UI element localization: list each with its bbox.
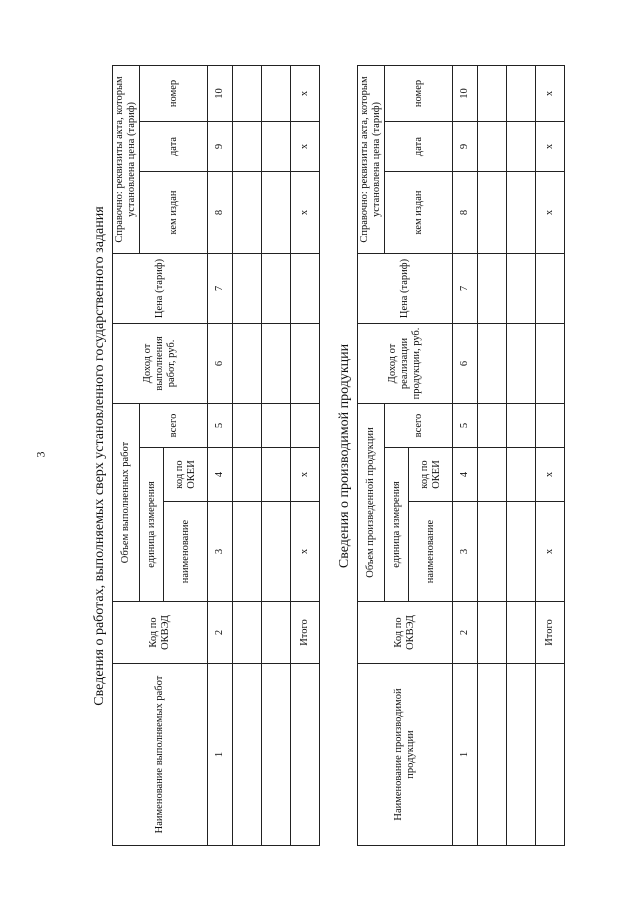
total-cell: x <box>291 448 320 502</box>
page-number: 3 <box>33 451 48 458</box>
t2-colnum: 5 <box>453 404 478 448</box>
table-cell <box>233 171 262 253</box>
t2-header-price: Цена (тариф) <box>358 254 453 324</box>
table-cell <box>507 602 536 664</box>
table-cell <box>507 502 536 602</box>
table-cell <box>262 664 291 846</box>
table-cell <box>478 122 507 172</box>
table-cell <box>262 323 291 403</box>
table-cell <box>262 403 291 447</box>
table-cell <box>233 65 262 121</box>
table-row <box>233 65 262 845</box>
t2-header-issued: кем издан <box>385 172 453 254</box>
table-cell <box>262 502 291 602</box>
table-cell <box>507 664 536 846</box>
table-cell <box>478 172 507 254</box>
table-cell <box>536 254 565 324</box>
total-cell: x <box>536 448 565 502</box>
t1-header-issued: кем издан <box>140 171 208 253</box>
t1-colnum: 3 <box>208 502 233 602</box>
t2-header-name: Наименование производимой продукции <box>358 664 453 846</box>
t1-colnum: 2 <box>208 602 233 664</box>
t1-header-price: Цена (тариф) <box>113 253 208 323</box>
table-cell <box>233 253 262 323</box>
t2-colnum: 8 <box>453 172 478 254</box>
total-label: Итого <box>291 602 320 664</box>
t1-header-volume: Объем выполненных работ <box>113 403 140 601</box>
table-cell <box>536 404 565 448</box>
table2-block <box>337 66 572 846</box>
table-cell <box>478 448 507 502</box>
total-cell: x <box>291 121 320 171</box>
total-cell: x <box>536 122 565 172</box>
table-cell <box>291 323 320 403</box>
table-cell <box>233 121 262 171</box>
t2-header-ref: Справочно: реквизиты акта, которым установлена цена (тариф) <box>358 66 385 254</box>
t1-header-name: Наименование выполняемых работ <box>113 664 208 846</box>
table2 <box>357 65 565 846</box>
table-cell <box>291 403 320 447</box>
t2-header-number: номер <box>385 66 453 122</box>
t1-header-income: Доход от выполнения работ, руб. <box>113 323 208 403</box>
t2-colnum: 3 <box>453 502 478 602</box>
table-cell <box>291 664 320 846</box>
t1-colnum: 7 <box>208 253 233 323</box>
table-cell <box>507 122 536 172</box>
table-cell <box>478 664 507 846</box>
total-cell: x <box>536 172 565 254</box>
table-cell <box>536 664 565 846</box>
table-cell <box>507 172 536 254</box>
table-cell <box>233 448 262 502</box>
t1-column-numbers <box>208 65 233 845</box>
t1-header-ref: Справочно: реквизиты акта, которым установлена цена (тариф) <box>113 65 140 253</box>
t1-colnum: 10 <box>208 65 233 121</box>
t1-header-number: номер <box>140 65 208 121</box>
t1-header-unit: единица измерения <box>140 448 164 602</box>
t2-header-unit: единица измерения <box>385 448 409 602</box>
table-cell <box>478 404 507 448</box>
t2-header-total: всего <box>385 404 453 448</box>
table-row <box>478 66 507 846</box>
table-cell <box>507 66 536 122</box>
t2-colnum: 6 <box>453 324 478 404</box>
t1-total-row <box>291 65 320 845</box>
table-cell <box>536 324 565 404</box>
t2-header-date: дата <box>385 122 453 172</box>
table-cell <box>233 403 262 447</box>
table-cell <box>291 253 320 323</box>
t1-colnum: 9 <box>208 121 233 171</box>
table-cell <box>478 324 507 404</box>
t1-header-okei: код по ОКЕИ <box>164 448 208 502</box>
total-label: Итого <box>536 602 565 664</box>
table2-title: Сведения о производимой продукции <box>337 343 352 569</box>
t1-colnum: 5 <box>208 403 233 447</box>
total-cell: x <box>536 502 565 602</box>
table-cell <box>233 664 262 846</box>
table1-title: Сведения о работах, выполняемых сверх установленного государственного задания <box>92 206 107 706</box>
t2-total-row <box>536 66 565 846</box>
t2-colnum: 1 <box>453 664 478 846</box>
t1-header-total: всего <box>140 403 208 447</box>
t2-header-income: Доход от реализации продукции, руб. <box>358 324 453 404</box>
table-cell <box>507 324 536 404</box>
total-cell: x <box>291 502 320 602</box>
total-cell: x <box>536 66 565 122</box>
table1 <box>112 65 320 846</box>
table-cell <box>262 121 291 171</box>
table-cell <box>478 254 507 324</box>
table-cell <box>262 448 291 502</box>
table-row <box>507 66 536 846</box>
table-cell <box>507 448 536 502</box>
table-cell <box>478 502 507 602</box>
t1-colnum: 4 <box>208 448 233 502</box>
t2-column-numbers <box>453 66 478 846</box>
t2-colnum: 2 <box>453 602 478 664</box>
t1-colnum: 6 <box>208 323 233 403</box>
t1-header-date: дата <box>140 121 208 171</box>
t1-colnum: 1 <box>208 664 233 846</box>
t2-colnum: 10 <box>453 66 478 122</box>
table-cell <box>262 171 291 253</box>
t2-colnum: 4 <box>453 448 478 502</box>
table-cell <box>262 602 291 664</box>
table-cell <box>233 602 262 664</box>
t1-header-okved: Код по ОКВЭД <box>113 602 208 664</box>
table-cell <box>507 254 536 324</box>
t2-colnum: 9 <box>453 122 478 172</box>
t2-header-volume: Объем произведенной продукции <box>358 404 385 602</box>
table-cell <box>262 65 291 121</box>
t2-header-okved: Код по ОКВЭД <box>358 602 453 664</box>
table1-block <box>92 66 327 846</box>
table-cell <box>507 404 536 448</box>
table-cell <box>478 602 507 664</box>
t2-header-okei: код по ОКЕИ <box>409 448 453 502</box>
t1-colnum: 8 <box>208 171 233 253</box>
total-cell: x <box>291 65 320 121</box>
table-cell <box>233 502 262 602</box>
table-cell <box>233 323 262 403</box>
table-cell <box>262 253 291 323</box>
t2-header-unit-name: наименование <box>409 502 453 602</box>
t1-header-unit-name: наименование <box>164 502 208 602</box>
table-cell <box>478 66 507 122</box>
total-cell: x <box>291 171 320 253</box>
t2-colnum: 7 <box>453 254 478 324</box>
table-row <box>262 65 291 845</box>
